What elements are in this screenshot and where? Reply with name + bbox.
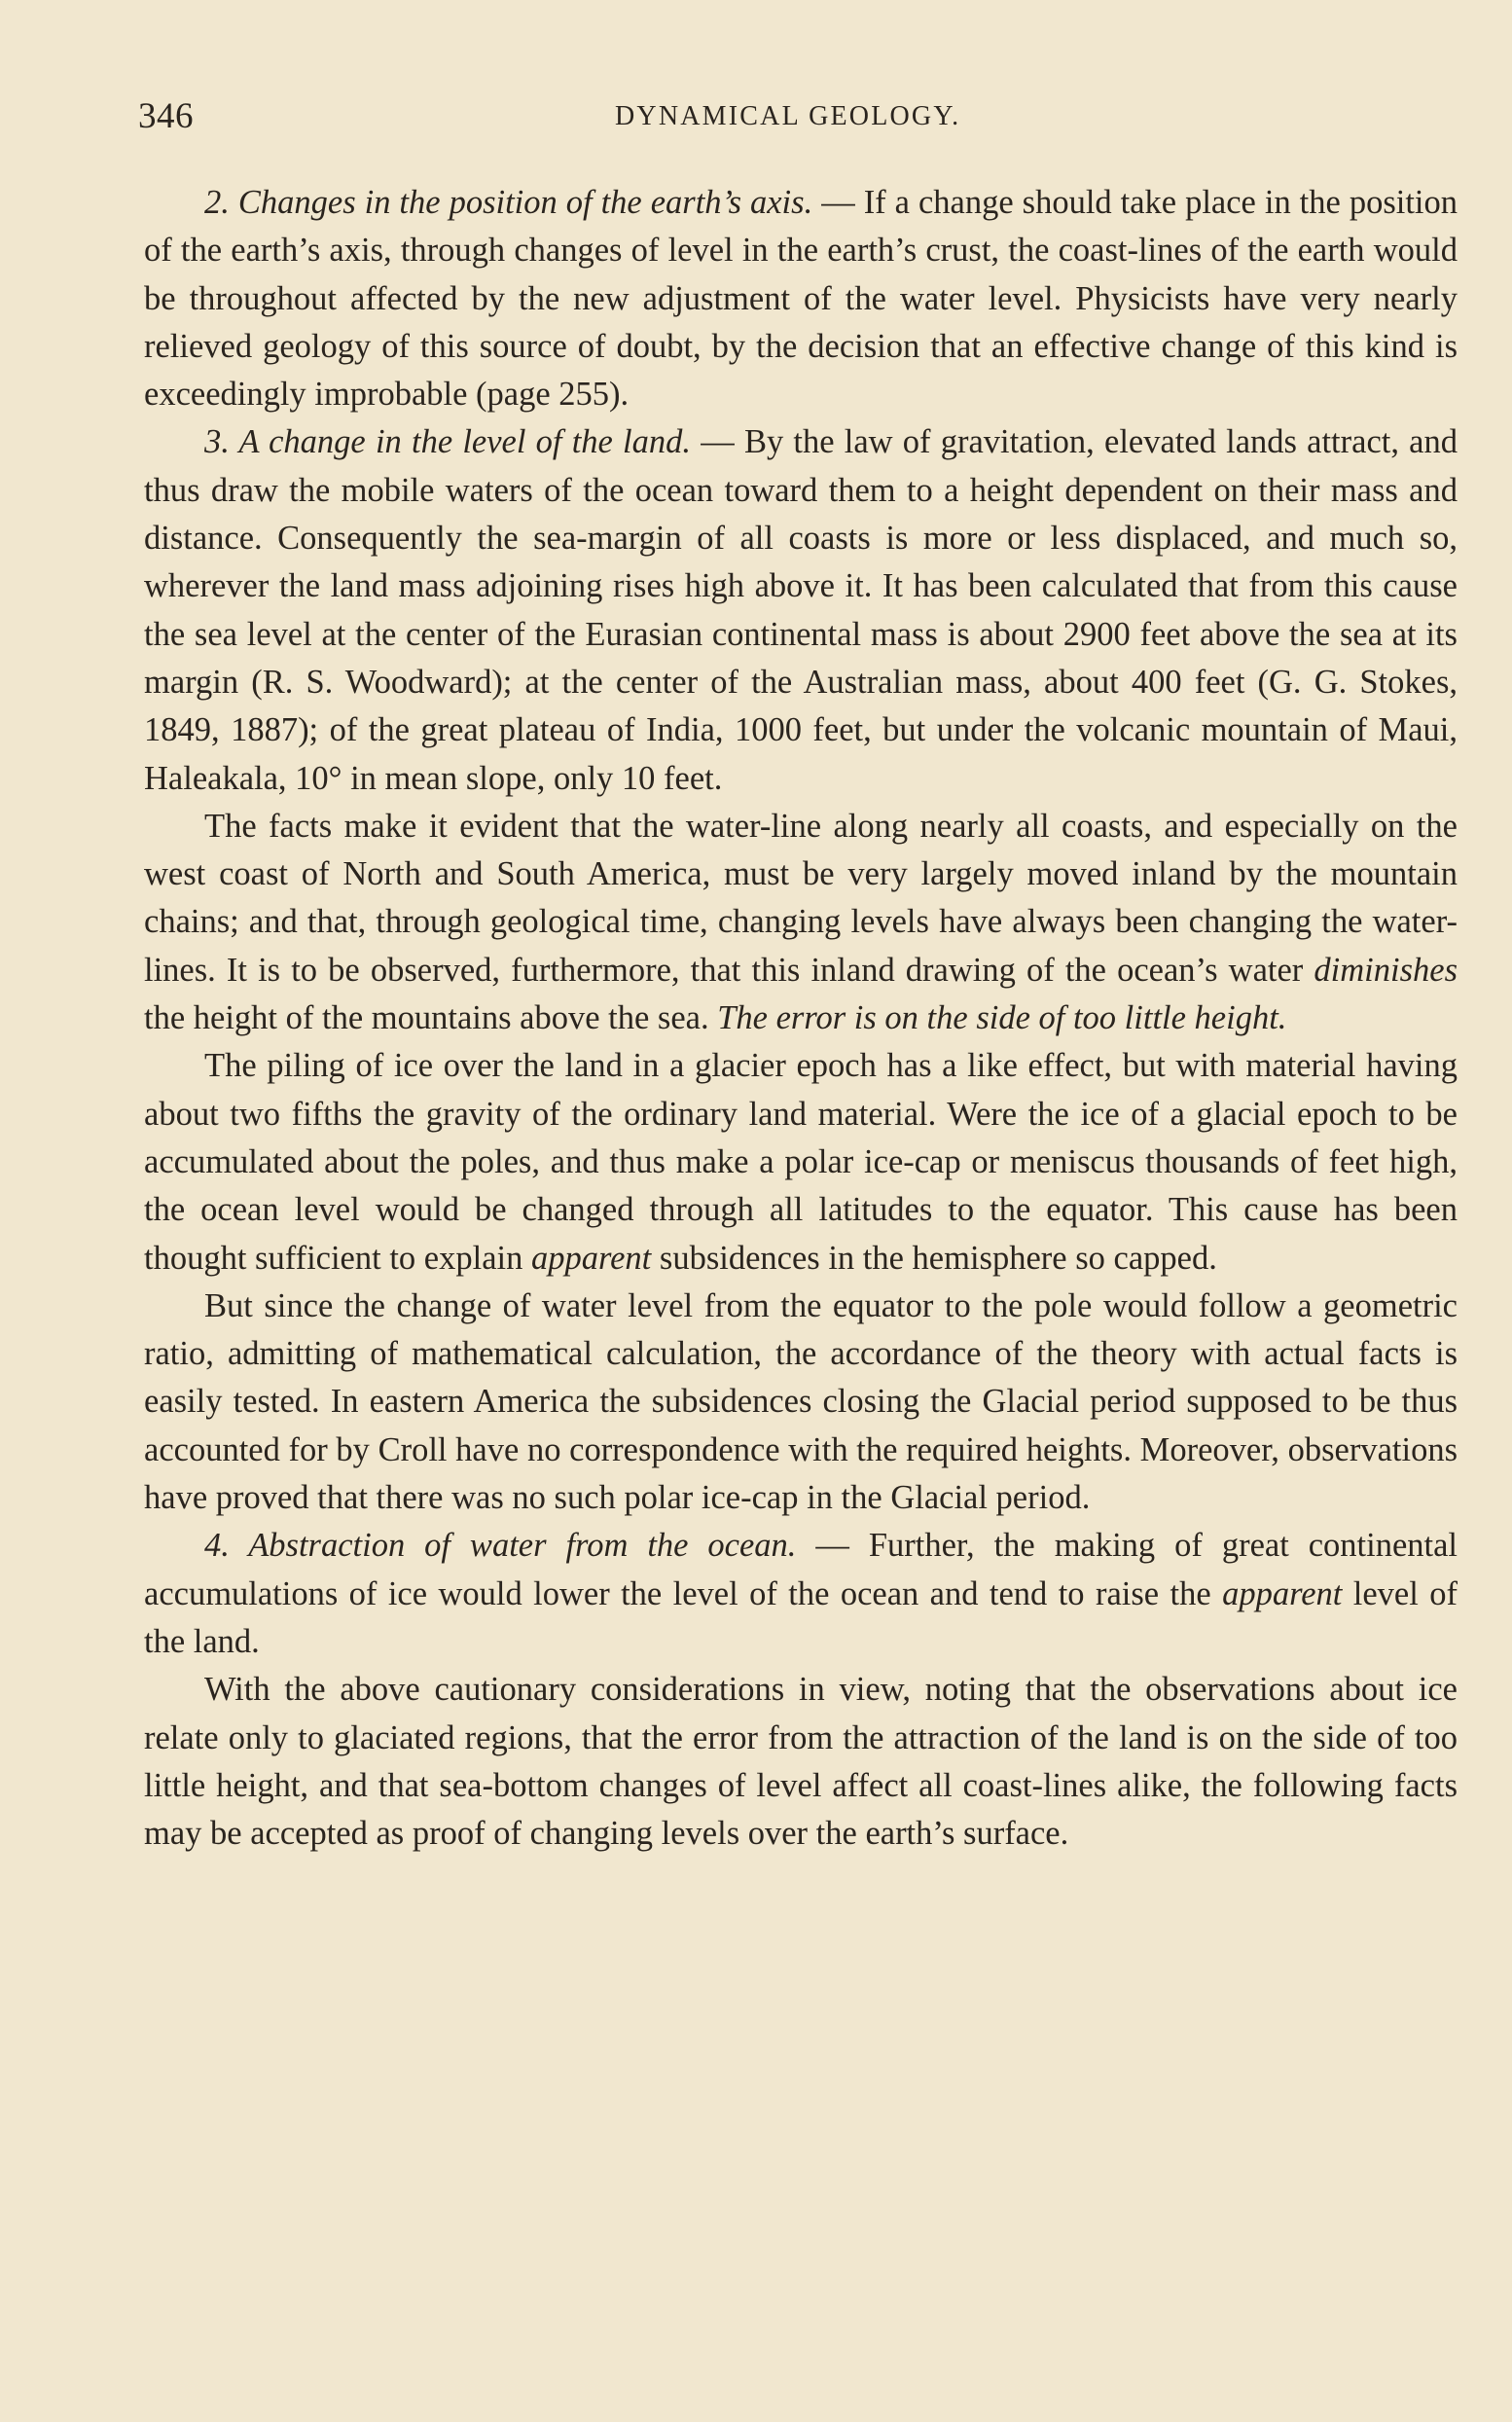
paragraph-text: subsidences in the hemisphere so capped. [651, 1239, 1217, 1277]
paragraph-text: By the law of gravitation, elevated lands attract, and thus draw the mobile waters of the ocean toward them to a height dependent on their mass and distance. Consequently the sea-margin of all coasts is more or less displaced, and much so, wherever the land mass adjoining rises high above it. It has been calculated that from this cause the sea level at the center of the Eurasian continental mass is about 2900 feet above the sea at its margin (R. S. Woodward); at the center of the Australian mass, about 400 feet (G. G. Stokes, 1849, 1887); of the great plateau of India, 1000 feet, but under the volcanic mountain of Maui, Haleakala, 10° in mean slope, only 10 feet. [144, 423, 1458, 797]
emphasis-apparent: apparent [1222, 1574, 1343, 1612]
section-heading-land-level: 3. A change in the level of the land. [204, 423, 692, 461]
paragraph-text: The facts make it evident that the water-line along nearly all coasts, and especially on the west coast of North and South America, must be very largely moved inland by the mountain chains; and that, through geological time, changing levels have always been changing the water-lines. It is to be observed, furthermore, that this inland drawing of the ocean’s water [144, 807, 1458, 989]
paragraph-text: With the above cautionary considerations in view, noting that the observations about ice relate only to glaciated regions, that the error from the attraction of the land is on the side of too little height, and that sea-bottom changes of level affect all coast-lines alike, the following facts may be accepted as proof of changing levels over the earth’s surface. [144, 1671, 1458, 1853]
heading-dash: — [812, 184, 864, 221]
paragraph-text: The piling of ice over the land in a glacier epoch has a like effect, but with material having about two fifths the gravity of the ordinary land material. Were the ice of a glacial epoch to be accumulated about the poles, and thus make a polar ice-cap or meniscus thousands of feet high, the ocean level would be changed through all latitudes to the equator. This cause has been thought sufficient to explain [144, 1047, 1458, 1277]
section-heading-axis: 2. Changes in the position of the earth’s axis. [204, 184, 813, 221]
section-heading-abstraction: 4. Abstraction of water from the ocean. [204, 1527, 797, 1565]
page-number: 346 [138, 96, 194, 136]
emphasis-diminishes: diminishes [1314, 951, 1458, 989]
paragraph-text: level of the land. [144, 1574, 1458, 1660]
emphasis-error-note: The error is on the side of too little height. [717, 999, 1287, 1037]
paragraph-text: the height of the mountains above the sea. [144, 999, 718, 1037]
body-text [144, 179, 1458, 1858]
paragraph-text: But since the change of water level from the equator to the pole would follow a geometric ratio, admitting of mathematical calculation, the accordance of the theory with actual facts is easily tested. In eastern America the subsidences closing the Glacial period supposed to be thus accounted for by Croll have no correspondence with the required heights. Moreover, observations have proved that there was no such polar ice-cap in the Glacial period. [144, 1286, 1458, 1517]
paragraph-text: Further, the making of great continental accumulations of ice would lower the level of the ocean and tend to raise the [144, 1527, 1458, 1612]
paragraph-land-level [144, 418, 1458, 802]
running-title: DYNAMICAL GEOLOGY. [615, 101, 961, 131]
heading-dash: — [796, 1527, 869, 1565]
heading-dash: — [691, 423, 744, 461]
paragraph-axis-changes [144, 179, 1458, 418]
paragraph-geometric-ratio [144, 1283, 1458, 1522]
paragraph-conclusion [144, 1666, 1458, 1858]
paragraph-water-abstraction [144, 1522, 1458, 1666]
running-head [138, 95, 1461, 144]
paragraph-text: If a change should take place in the position of the earth’s axis, through changes of level in the earth’s crust, the coast-lines of the earth would be throughout affected by the new adjustment of the water level. Physicists have very nearly relieved geology of this source of doubt, by the decision that an effective change of this kind is exceedingly improbable (page 255). [144, 184, 1458, 414]
emphasis-apparent: apparent [530, 1239, 652, 1277]
paragraph-ice-piling [144, 1042, 1458, 1282]
paragraph-water-line [144, 803, 1458, 1042]
